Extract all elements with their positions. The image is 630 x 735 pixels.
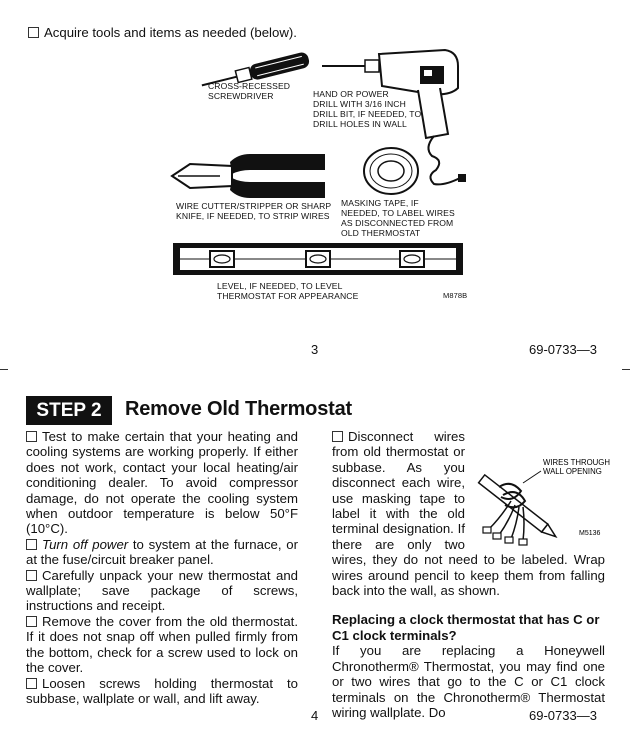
page-divider-right: [622, 369, 630, 370]
checkbox-icon: [26, 539, 37, 550]
checkbox-icon: [28, 27, 39, 38]
masking-tape-illustration: [362, 146, 420, 196]
checkbox-icon: [332, 431, 343, 442]
paragraph-turn-off-power: Turn off power to system at the furnace, or at the fuse/circuit breaker panel.: [26, 536, 298, 568]
checkbox-icon: [26, 616, 37, 627]
page-divider-left: [0, 369, 8, 370]
paragraph-chronotherm: If you are replacing a Honeywell Chronotherm® Thermostat, you may find one or two wires that go to the C or C1 clock terminals on the Chronotherm® Thermostat wiring wallplate. Do: [332, 643, 605, 720]
screwdriver-illustration: [195, 50, 315, 85]
wires-pencil-figure: [471, 457, 609, 549]
checkbox-icon: [26, 678, 37, 689]
doc-number-4: 69-0733—3: [529, 708, 597, 723]
clock-terminals-heading: Replacing a clock thermostat that has C or C1 clock terminals?: [332, 612, 600, 643]
paragraph-unpack: Carefully unpack your new thermostat and wallplate; save package of screws, instructions and receipt.: [26, 567, 298, 614]
step-title: Remove Old Thermostat: [125, 398, 352, 420]
wires-label-line-1: WIRES THROUGH: [543, 458, 610, 467]
checkbox-icon: [26, 431, 37, 442]
wire-stripper-illustration: [170, 148, 330, 204]
screwdriver-caption: CROSS-RECESSED SCREWDRIVER: [208, 81, 291, 101]
stripper-caption: WIRE CUTTER/STRIPPER OR SHARP KNIFE, IF NEEDED, TO STRIP WIRES: [176, 201, 332, 221]
drill-caption: HAND OR POWER DRILL WITH 3/16 INCH DRILL BIT, IF NEEDED, TO DRILL HOLES IN WALL: [313, 89, 422, 129]
acquire-item: [28, 25, 297, 40]
page-number-4: 4: [311, 708, 319, 723]
tape-caption: MASKING TAPE, IF NEEDED, TO LABEL WIRES AS DISCONNECTED FROM OLD THERMOSTAT: [341, 198, 455, 238]
paragraph-disconnect-wires: WIRES THROUGH WALL OPENING M5136 Disconnect wires from old thermostat or subbase. As you disconnect each wire, use masking tape to label it with the old terminal designation. If there are only two wires, they do not need to be labeled. Wrap wires around pencil to keep them from falling back into the wall, as shown.: [332, 429, 610, 599]
acquire-text: Acquire tools and items as needed (below).: [44, 25, 297, 40]
wires-label-line-2: WALL OPENING: [543, 467, 602, 476]
left-column: [26, 429, 298, 706]
page-number-3: 3: [311, 342, 319, 357]
paragraph-loosen-screws: Loosen screws holding thermostat to subbase, wallplate or wall, and lift away.: [26, 675, 298, 706]
paragraph-test-systems: Test to make certain that your heating and cooling systems are working properly. If either does not work, contact your local heating/air conditioning dealer. To avoid compressor damage, do not operate the cooling system when outdoor temperature is below 50°F (10°C).: [26, 429, 298, 537]
checkbox-icon: [26, 570, 37, 581]
paragraph-remove-cover: Remove the cover from the old thermostat. If it does not snap off when pulled firmly from the bottom, check for a screw used to lock on the cover.: [26, 613, 298, 676]
figure-code-m5136: M5136: [579, 530, 601, 537]
right-column: [332, 429, 610, 720]
figure-code-p3: M878B: [443, 291, 468, 300]
doc-number-3: 69-0733—3: [529, 342, 597, 357]
step-badge: STEP 2: [26, 396, 112, 425]
level-illustration: [172, 242, 464, 278]
level-caption: LEVEL, IF NEEDED, TO LEVEL THERMOSTAT FOR APPEARANCE: [217, 281, 359, 301]
